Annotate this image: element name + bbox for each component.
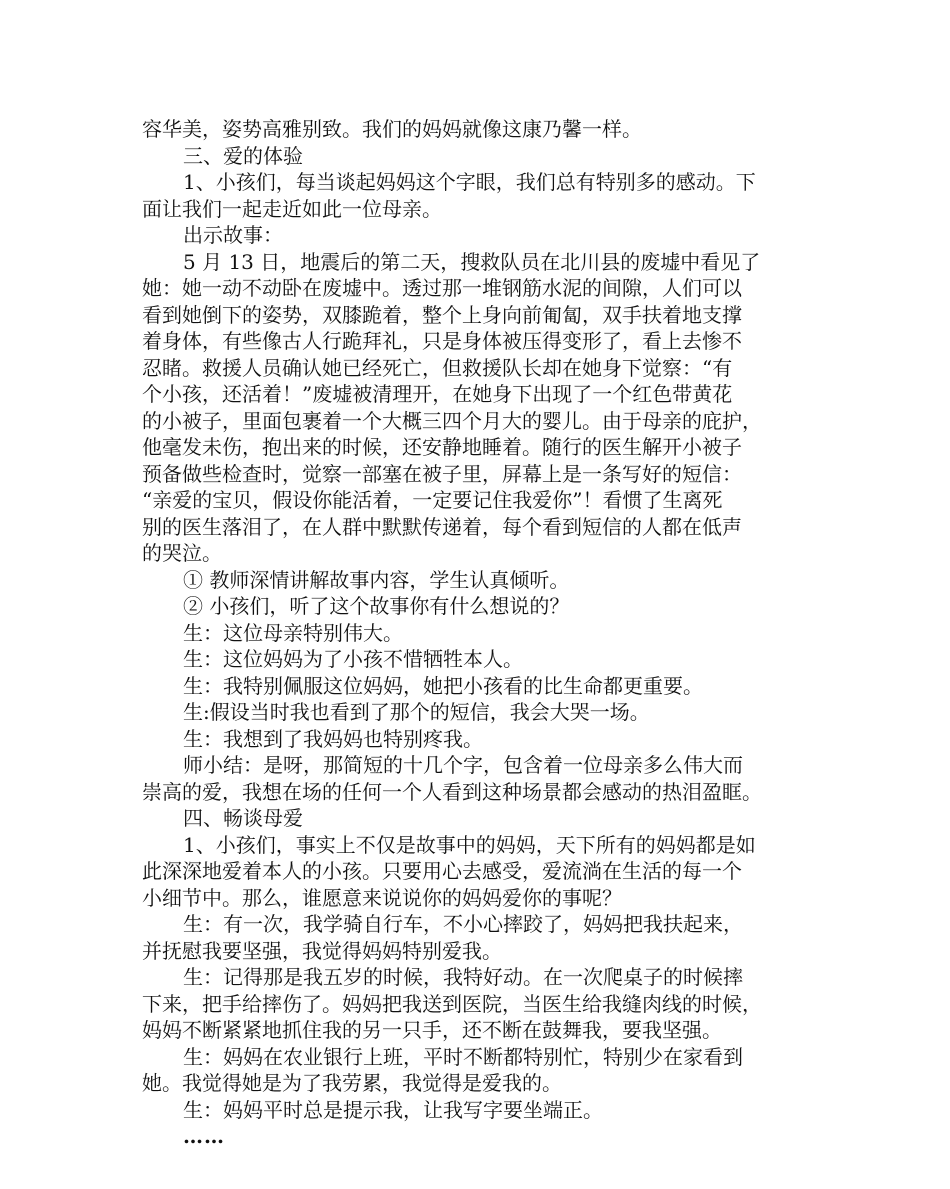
text-line: 下来，把手给摔伤了。妈妈把我送到医院，当医生给我缝肉线的时候， [142,991,762,1016]
text-line: 出示故事： [183,223,283,247]
text-line: 生：妈妈在农业银行上班，平时不断都特别忙，特别少在家看到 [183,1044,743,1069]
text-line: ② 小孩们，听了这个故事你有什么想说的？ [183,594,570,618]
ellipsis-line: …… [183,1124,225,1148]
text-line: “亲爱的宝贝，假设你能活着，一定要记住我爱你”！看惯了生离死 [142,488,723,512]
text-line: 预备做些检查时，觉察一部塞在被子里，屏幕上是一条写好的短信： [142,461,742,486]
text-line: ① 教师深情讲解故事内容，学生认真倾听。 [183,567,570,592]
text-line: 的小被子，里面包裹着一个大概三四个月大的婴儿。由于母亲的庇护， [142,408,762,433]
text-line: 并抚慰我要坚强，我觉得妈妈特别爱我。 [142,938,502,963]
text-line: 生：我想到了我妈妈也特别疼我。 [183,726,483,751]
text-line: 容华美，姿势高雅别致。我们的妈妈就像这康乃馨一样。 [142,117,642,141]
text-line: 生：我特别佩服这位妈妈，她把小孩看的比生命都更重要。 [183,673,703,698]
text-line: 她：她一动不动卧在废墟中。透过那一堆钢筋水泥的间隙，人们可以 [142,276,742,300]
text-line: 看到她倒下的姿势，双膝跪着，整个上身向前匍匐，双手扶着地支撑 [142,302,742,327]
text-line: 生:假设当时我也看到了那个的短信，我会大哭一场。 [183,700,650,724]
document-page [142,116,812,1150]
text-line: 生：这位妈妈为了小孩不惜牺牲本人。 [183,647,523,671]
text-line: 生：这位母亲特别伟大。 [183,620,403,645]
text-line: 生：记得那是我五岁的时候，我特好动。在一次爬桌子的时候摔 [183,965,743,989]
text-line: 个小孩，还活着！”废墟被清理开，在她身下出现了一个红色带黄花 [142,382,733,406]
text-line: 四、畅谈母爱 [183,806,303,830]
text-line: 小细节中。那么，谁愿意来说说你的妈妈爱你的事呢？ [142,885,622,910]
text-line: 此深深地爱着本人的小孩。只要用心去感受，爱流淌在生活的每一个 [142,859,742,883]
text-line: 她。我觉得她是为了我劳累，我觉得是爱我的。 [142,1071,562,1095]
text-line: 面让我们一起走近如此一位母亲。 [142,196,442,221]
text-line: 的哭泣。 [142,541,222,565]
text-line: 师小结：是呀，那简短的十几个字，包含着一位母亲多么伟大而 [183,753,743,777]
text-line: 三、爱的体验 [183,143,303,168]
text-line: 忍睹。救援人员确认她已经死亡，但救援队长却在她身下觉察：“有 [142,355,733,380]
text-line: 妈妈不断紧紧地抓住我的另一只手，还不断在鼓舞我，要我坚强。 [142,1018,722,1042]
text-line: 着身体，有些像古人行跪拜礼，只是身体被压得变形了，看上去惨不 [142,329,742,353]
text-line: 他毫发未伤，抱出来的时候，还安静地睡着。随行的医生解开小被子 [142,435,742,459]
text-line: 生：有一次，我学骑自行车，不小心摔跤了，妈妈把我扶起来， [183,912,743,936]
text-line: 生：妈妈平时总是提示我，让我写字要坐端正。 [183,1097,603,1122]
text-line: 别的医生落泪了，在人群中默默传递着，每个看到短信的人都在低声 [142,514,742,539]
text-line: 5 月 13 日，地震后的第二天，搜救队员在北川县的废墟中看见了 [183,249,761,274]
text-line: 1、小孩们，每当谈起妈妈这个字眼，我们总有特别多的感动。下 [183,170,756,194]
text-line: 崇高的爱，我想在场的任何一个人看到这种场景都会感动的热泪盈眶。 [142,779,762,804]
text-line: 1、小孩们，事实上不仅是故事中的妈妈，天下所有的妈妈都是如 [183,832,756,857]
